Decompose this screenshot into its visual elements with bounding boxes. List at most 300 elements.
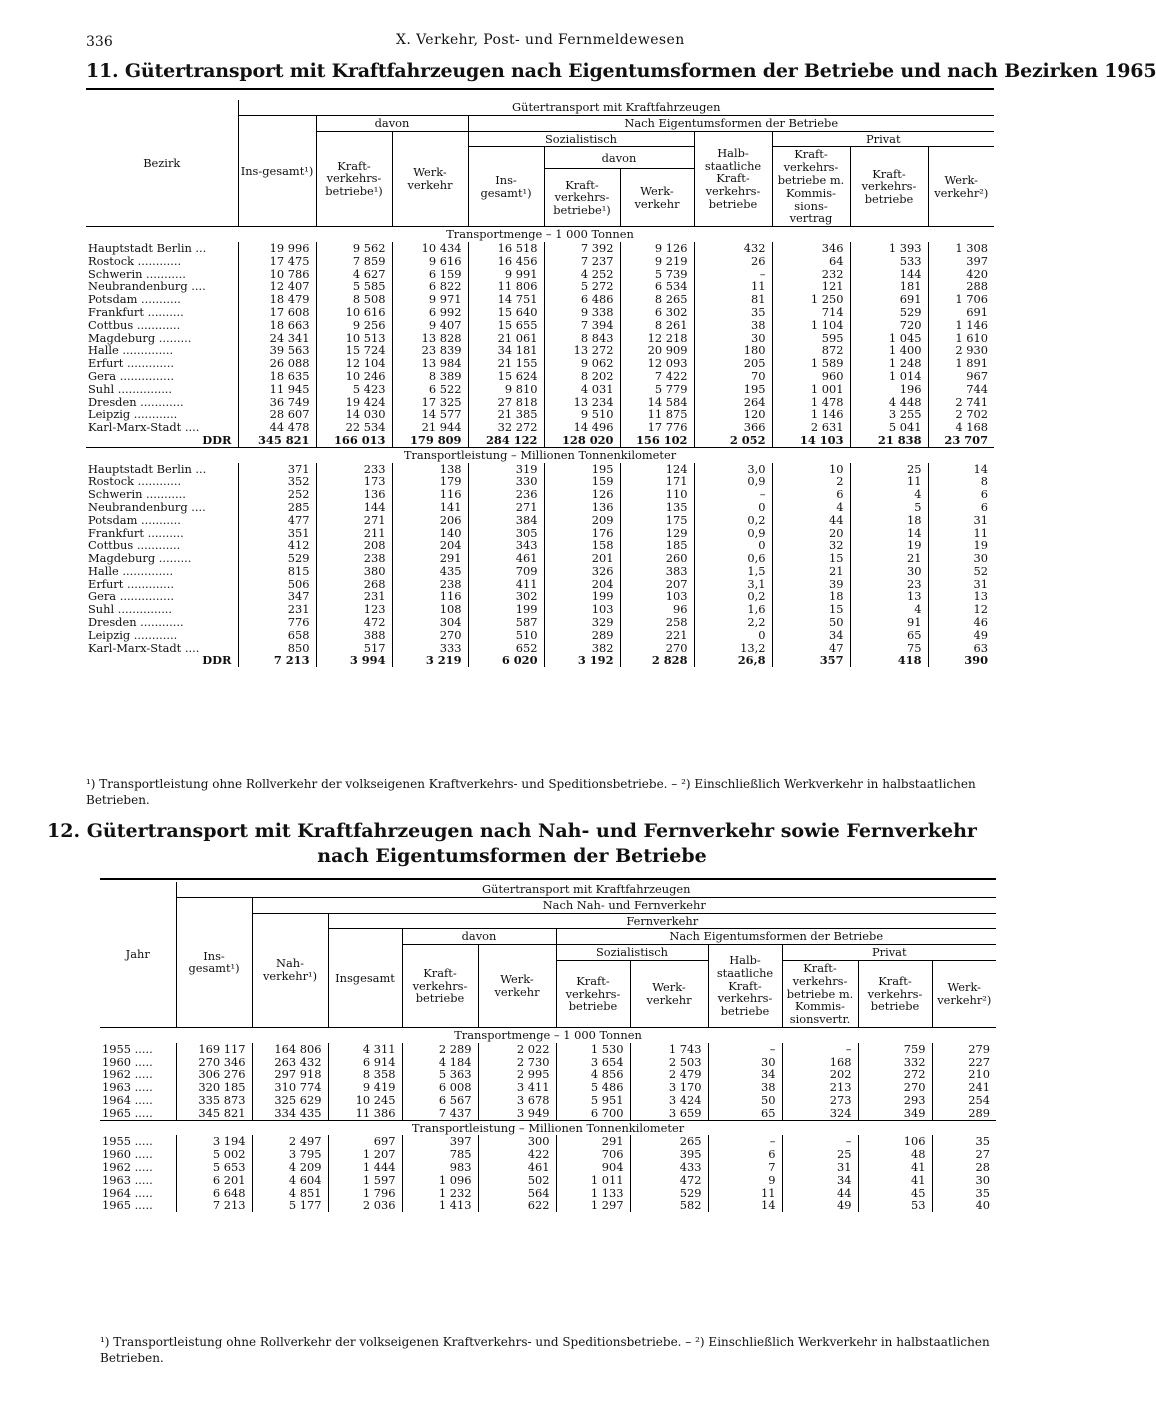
row-label: Gera ............... (86, 370, 238, 383)
cell: 27 (975, 1147, 990, 1162)
cell: 14 (850, 527, 928, 540)
cell: 3 194 (176, 1135, 252, 1148)
cell: 335 873 (176, 1094, 252, 1107)
cell: 6 486 (544, 293, 620, 306)
cell: 1 478 (772, 396, 850, 409)
t11-h-davon: davon (316, 115, 468, 131)
cell: 872 (772, 344, 850, 357)
cell: 310 774 (252, 1081, 328, 1094)
t12-h-soz-kraft: Kraft-verkehrs-betriebe (556, 960, 630, 1027)
cell: 7 (708, 1161, 782, 1174)
cell: 21 (772, 565, 850, 578)
t11-h-werk: Werk-verkehr (392, 131, 468, 227)
cell: – (708, 1135, 782, 1148)
cell: 34 181 (468, 344, 544, 357)
cell: 34 (772, 629, 850, 642)
sum-row (86, 654, 994, 667)
t11-h-priv-kraft: Kraft-verkehrs-betriebe (850, 147, 928, 227)
cell: 7 392 (544, 242, 620, 255)
cell: 0,6 (694, 552, 772, 565)
cell: 5 653 (176, 1161, 252, 1174)
cell: 472 (630, 1174, 708, 1187)
cell: 44 (782, 1187, 858, 1200)
cell: 334 435 (252, 1107, 328, 1120)
cell: 28 607 (238, 408, 316, 421)
cell: 140 (392, 527, 468, 540)
table-row (86, 319, 994, 332)
cell: 21 061 (468, 332, 544, 345)
cell: 293 (858, 1094, 932, 1107)
cell: 380 (316, 565, 392, 578)
cell: 2 503 (630, 1056, 708, 1069)
cell: 36 749 (238, 396, 316, 409)
cell: 8 202 (544, 370, 620, 383)
cell: 1 297 (556, 1199, 630, 1212)
cell: 75 (850, 642, 928, 655)
cell: 65 (850, 629, 928, 642)
cell: 1 891 (955, 356, 988, 371)
cell: 207 (620, 578, 694, 591)
cell: 4 031 (544, 383, 620, 396)
cell: 2 036 (328, 1199, 402, 1212)
cell: 4 448 (850, 396, 928, 409)
cell: 510 (468, 629, 544, 642)
cell: 21 838 (850, 434, 928, 447)
cell: 108 (392, 603, 468, 616)
cell: 236 (468, 488, 544, 501)
cell: 268 (316, 578, 392, 591)
cell: 1 096 (402, 1174, 478, 1187)
cell: 26,8 (694, 654, 772, 667)
row-label: Neubrandenburg .... (86, 501, 238, 514)
cell: 3 795 (252, 1148, 328, 1161)
cell: 14 103 (772, 434, 850, 447)
cell: 517 (316, 642, 392, 655)
cell: 168 (782, 1056, 858, 1069)
cell: 27 818 (468, 396, 544, 409)
cell: 50 (708, 1094, 782, 1107)
cell: 1 743 (630, 1043, 708, 1056)
cell: 5 177 (252, 1199, 328, 1212)
cell: 31 (782, 1161, 858, 1174)
cell: 9 407 (392, 319, 468, 332)
row-label: Leipzig ............ (86, 408, 238, 421)
cell: 128 020 (544, 434, 620, 447)
cell: 1 014 (850, 370, 928, 383)
cell: 4 168 (955, 420, 988, 435)
cell: 96 (620, 603, 694, 616)
cell: 6 008 (402, 1081, 478, 1094)
cell: 35 (975, 1185, 990, 1200)
cell: 26 088 (238, 357, 316, 370)
cell: 49 (782, 1199, 858, 1212)
cell: 64 (772, 255, 850, 268)
cell: 388 (316, 629, 392, 642)
row-label: Dresden ............ (86, 616, 238, 629)
cell: 1,6 (694, 603, 772, 616)
cell: 30 (850, 565, 928, 578)
cell: 144 (316, 501, 392, 514)
cell: – (694, 268, 772, 281)
cell: 320 185 (176, 1081, 252, 1094)
table-row (86, 383, 994, 396)
table11 (86, 100, 994, 667)
cell: 5 779 (620, 383, 694, 396)
cell: 587 (468, 616, 544, 629)
cell: 691 (850, 293, 928, 306)
cell: 582 (630, 1199, 708, 1212)
cell: 231 (238, 603, 316, 616)
cell: 164 806 (252, 1043, 328, 1056)
cell: 12 218 (620, 332, 694, 345)
t11-h-soz-insgesamt: Ins-gesamt¹) (468, 147, 544, 227)
cell: 9 971 (392, 293, 468, 306)
cell: 30 (973, 551, 988, 566)
row-label: 1955 ..... (100, 1043, 176, 1056)
t11-h-bezirk: Bezirk (86, 100, 238, 227)
cell: 432 (694, 242, 772, 255)
cell: 4 209 (252, 1161, 328, 1174)
cell: 26 (694, 255, 772, 268)
cell: 418 (850, 654, 928, 667)
cell: 9 510 (544, 408, 620, 421)
cell: 25 (850, 463, 928, 476)
cell: 346 (772, 242, 850, 255)
cell: 271 (468, 501, 544, 514)
cell: 983 (402, 1161, 478, 1174)
cell: 11 (708, 1187, 782, 1200)
cell: 9 810 (468, 383, 544, 396)
table12-title-line1: 12. Gütertransport mit Kraftfahrzeugen nach Nah- und Fernverkehr sowie Fernverkehr (47, 820, 977, 842)
cell: 382 (544, 642, 620, 655)
cell: 18 635 (238, 370, 316, 383)
table-row (86, 603, 994, 616)
cell: 65 (708, 1107, 782, 1120)
cell: 1 133 (556, 1187, 630, 1200)
cell: 10 245 (328, 1094, 402, 1107)
cell: 305 (468, 527, 544, 540)
cell: 1 308 (955, 240, 988, 255)
cell: 329 (544, 616, 620, 629)
cell: 204 (544, 578, 620, 591)
table-row (86, 242, 994, 255)
cell: 44 478 (238, 421, 316, 434)
cell: 7 394 (544, 319, 620, 332)
cell: 181 (850, 280, 928, 293)
cell: 13 272 (544, 344, 620, 357)
table11-footnote: ¹) Transportleistung ohne Rollverkehr der volkseigenen Kraftverkehrs- und Speditionsbetriebe. – ²) Einschließlich Werkverkehr in halbstaatlichen Betrieben. (86, 777, 976, 807)
cell: 1 232 (402, 1187, 478, 1200)
cell: 39 (772, 578, 850, 591)
row-label: Cottbus ............ (86, 319, 238, 332)
cell: 103 (544, 603, 620, 616)
table-row (86, 408, 994, 421)
table-row (86, 370, 994, 383)
cell: 691 (966, 304, 988, 319)
table-row (86, 475, 994, 488)
running-head: X. Verkehr, Post- und Fernmeldewesen (396, 32, 685, 48)
cell: 20 909 (620, 344, 694, 357)
cell: 319 (468, 463, 544, 476)
t11-h-priv-kommission: Kraft-verkehrs-betriebe m. Kommis-sions-vertrag (772, 147, 850, 227)
row-label: Frankfurt .......... (86, 306, 238, 319)
cell: 3 654 (556, 1056, 630, 1069)
cell: 529 (238, 552, 316, 565)
cell: 227 (968, 1054, 990, 1069)
cell: 20 (772, 527, 850, 540)
row-label: 1960 ..... (100, 1148, 176, 1161)
cell: 371 (238, 463, 316, 476)
cell: 5 041 (850, 421, 928, 434)
row-label: 1964 ..... (100, 1094, 176, 1107)
cell: 564 (478, 1187, 556, 1200)
cell: 324 (782, 1107, 858, 1120)
t11-h-sozialistisch: Sozialistisch (468, 131, 694, 147)
cell: 10 (772, 463, 850, 476)
cell: 397 (402, 1135, 478, 1148)
cell: 6 (980, 499, 988, 514)
row-label: Potsdam ........... (86, 293, 238, 306)
cell: 159 (544, 475, 620, 488)
cell: 411 (468, 578, 544, 591)
cell: 4 604 (252, 1174, 328, 1187)
cell: 0,2 (694, 590, 772, 603)
cell: 3 192 (544, 654, 620, 667)
cell: 291 (556, 1135, 630, 1148)
t11-h-soz-kraft: Kraft-verkehrs-betriebe¹) (544, 169, 620, 227)
t12-h-insgesamt: Ins-gesamt¹) (176, 897, 252, 1027)
cell: 1 796 (328, 1187, 402, 1200)
cell: 11 806 (468, 280, 544, 293)
cell: 272 (858, 1068, 932, 1081)
cell: 1 589 (772, 357, 850, 370)
cell: 171 (620, 475, 694, 488)
cell: 52 (973, 563, 988, 578)
cell: 34 (708, 1068, 782, 1081)
cell: 1 400 (850, 344, 928, 357)
cell: 11 386 (328, 1107, 402, 1120)
row-label: Cottbus ............ (86, 539, 238, 552)
row-label: 1963 ..... (100, 1174, 176, 1187)
table12-title-line2: nach Eigentumsformen der Betriebe (317, 845, 707, 867)
cell: 252 (238, 488, 316, 501)
cell: 352 (238, 475, 316, 488)
cell: 1 706 (955, 292, 988, 307)
cell: 238 (316, 552, 392, 565)
row-label: Halle .............. (86, 565, 238, 578)
row-label: Hauptstadt Berlin ... (86, 242, 238, 255)
cell: 270 (858, 1081, 932, 1094)
row-label: Gera ............... (86, 590, 238, 603)
cell: 211 (316, 527, 392, 540)
cell: 49 (973, 627, 988, 642)
table-row (86, 421, 994, 434)
cell: 7 859 (316, 255, 392, 268)
cell: 420 (966, 266, 988, 281)
t11-h-top: Gütertransport mit Kraftfahrzeugen (238, 100, 994, 115)
cell: 31 (973, 512, 988, 527)
t11-h-eigentum: Nach Eigentumsformen der Betriebe (468, 115, 994, 131)
cell: 284 122 (468, 434, 544, 447)
cell: 2 631 (772, 421, 850, 434)
t11-h-halbstaatlich: Halb-staatliche Kraft-verkehrs-betriebe (694, 131, 772, 227)
cell: 3 411 (478, 1081, 556, 1094)
cell: 7 237 (544, 255, 620, 268)
row-label: Suhl ............... (86, 383, 238, 396)
cell: 8 265 (620, 293, 694, 306)
cell: 461 (468, 552, 544, 565)
cell: 302 (468, 590, 544, 603)
cell: 116 (392, 488, 468, 501)
cell: 141 (392, 501, 468, 514)
cell: 595 (772, 332, 850, 345)
row-label: DDR (86, 434, 238, 447)
cell: 366 (694, 421, 772, 434)
t11-h-kraft: Kraft-verkehrs-betriebe¹) (316, 131, 392, 227)
cell: 744 (966, 381, 988, 396)
cell: 273 (782, 1094, 858, 1107)
cell: 0 (694, 539, 772, 552)
cell: 461 (478, 1161, 556, 1174)
t12-h-priv-kraft: Kraft-verkehrs-betriebe (858, 960, 932, 1027)
cell: 195 (544, 463, 620, 476)
cell: 169 117 (176, 1043, 252, 1056)
cell: 1 207 (328, 1148, 402, 1161)
cell: 6 567 (402, 1094, 478, 1107)
table-row (86, 306, 994, 319)
unit-label: Transportmenge – 1 000 Tonnen (86, 227, 994, 242)
table-row (86, 280, 994, 293)
cell: 258 (620, 616, 694, 629)
cell: 17 608 (238, 306, 316, 319)
cell: 41 (858, 1161, 932, 1174)
cell: 8 (980, 474, 988, 489)
row-label: Suhl ............... (86, 603, 238, 616)
cell: 2 022 (478, 1043, 556, 1056)
cell: 14 (973, 461, 988, 476)
sum-row (86, 434, 994, 447)
table-row (100, 1107, 996, 1120)
cell: 6 700 (556, 1107, 630, 1120)
cell: 1 104 (772, 319, 850, 332)
row-label: Magdeburg ......... (86, 332, 238, 345)
cell: 3 424 (630, 1094, 708, 1107)
cell: 6 (708, 1148, 782, 1161)
cell: 0,9 (694, 475, 772, 488)
cell: 44 (772, 514, 850, 527)
cell: 8 389 (392, 370, 468, 383)
cell: 144 (850, 268, 928, 281)
cell: 326 (544, 565, 620, 578)
cell: 720 (850, 319, 928, 332)
t11-h-soz-davon: davon (544, 147, 694, 169)
cell: 9 062 (544, 357, 620, 370)
row-label: Leipzig ............ (86, 629, 238, 642)
cell: 332 (858, 1056, 932, 1069)
table-row (86, 590, 994, 603)
row-label: Neubrandenburg .... (86, 280, 238, 293)
cell: 196 (850, 383, 928, 396)
cell: 10 786 (238, 268, 316, 281)
cell: 6 159 (392, 268, 468, 281)
cell: 6 302 (620, 306, 694, 319)
t12-h-fernverkehr: Fernverkehr (328, 913, 996, 929)
row-label: Karl-Marx-Stadt .... (86, 642, 238, 655)
cell: – (782, 1043, 858, 1056)
table-row (86, 565, 994, 578)
table-row (86, 501, 994, 514)
cell: 204 (392, 539, 468, 552)
unit-label: Transportmenge – 1 000 Tonnen (100, 1027, 996, 1042)
cell: 19 424 (316, 396, 392, 409)
cell: 2 052 (694, 434, 772, 447)
cell: 231 (316, 590, 392, 603)
cell: 2 479 (630, 1068, 708, 1081)
cell: 12 104 (316, 357, 392, 370)
cell: – (782, 1135, 858, 1148)
cell: 347 (238, 590, 316, 603)
cell: 7 422 (620, 370, 694, 383)
cell: 1 444 (328, 1161, 402, 1174)
table-row (100, 1199, 996, 1212)
cell: 3 949 (478, 1107, 556, 1120)
row-label: 1962 ..... (100, 1161, 176, 1174)
cell: 81 (694, 293, 772, 306)
cell: 156 102 (620, 434, 694, 447)
cell: 173 (316, 475, 392, 488)
cell: 433 (630, 1161, 708, 1174)
cell: 11 (694, 280, 772, 293)
table-row (86, 578, 994, 591)
cell: 4 (772, 501, 850, 514)
cell: 12 093 (620, 357, 694, 370)
cell: 166 013 (316, 434, 392, 447)
cell: 1,5 (694, 565, 772, 578)
row-label: 1965 ..... (100, 1107, 176, 1120)
t12-h-privat: Privat (782, 945, 996, 961)
cell: 5 585 (316, 280, 392, 293)
cell: 0,2 (694, 514, 772, 527)
cell: 13 (850, 590, 928, 603)
cell: 23 839 (392, 344, 468, 357)
cell: 8 358 (328, 1068, 402, 1081)
cell: 2 730 (478, 1056, 556, 1069)
cell: 357 (772, 654, 850, 667)
cell: 180 (694, 344, 772, 357)
cell: 967 (966, 368, 988, 383)
cell: 209 (544, 514, 620, 527)
table11-top-rule (86, 88, 994, 90)
cell: 9 256 (316, 319, 392, 332)
cell: 91 (850, 616, 928, 629)
cell: 15 (772, 603, 850, 616)
cell: 4 (850, 603, 928, 616)
cell: 21 (850, 552, 928, 565)
cell: 30 (708, 1056, 782, 1069)
cell: 349 (858, 1107, 932, 1120)
cell: 205 (694, 357, 772, 370)
cell: 345 821 (176, 1107, 252, 1120)
cell: 17 325 (392, 396, 468, 409)
cell: 7 213 (176, 1199, 252, 1212)
cell: 14 584 (620, 396, 694, 409)
cell: 2 828 (620, 654, 694, 667)
cell: 8 508 (316, 293, 392, 306)
table-row (86, 539, 994, 552)
cell: 14 496 (544, 421, 620, 434)
cell: 179 (392, 475, 468, 488)
cell: 11 (850, 475, 928, 488)
